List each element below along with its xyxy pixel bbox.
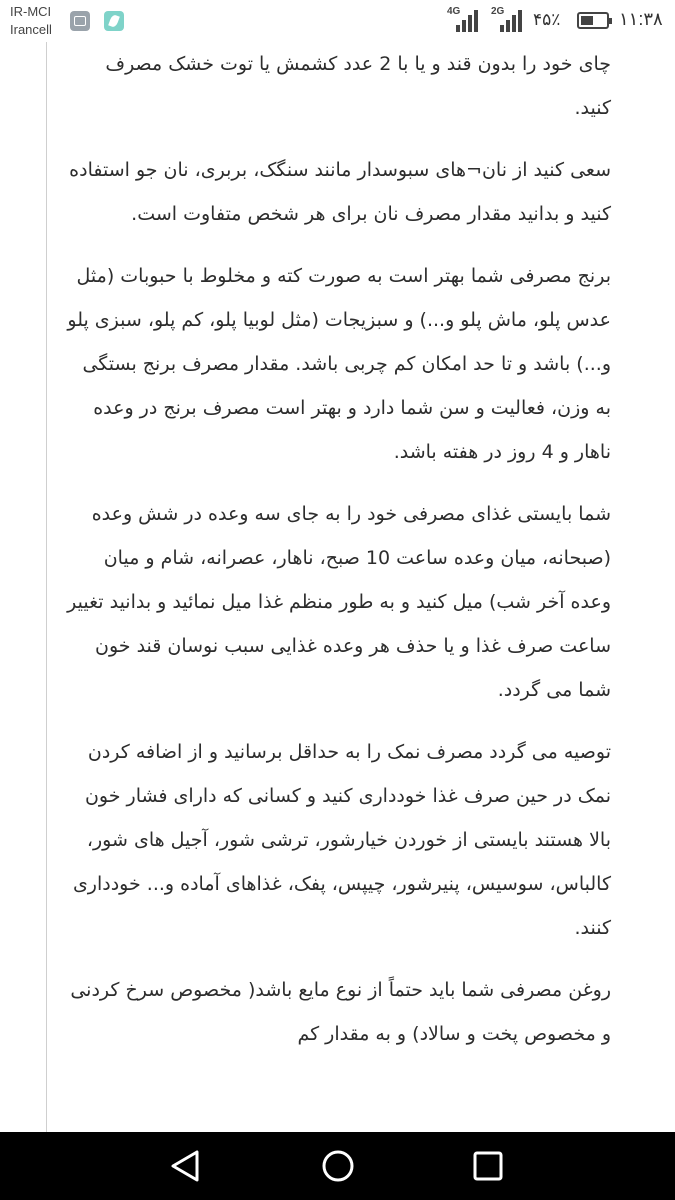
recents-button[interactable]	[468, 1146, 508, 1186]
home-circle-icon	[318, 1146, 358, 1186]
clock: ۱۱:۳۸	[619, 9, 663, 29]
status-bar	[0, 0, 675, 42]
gallery-icon	[70, 11, 90, 31]
battery-icon	[577, 12, 609, 29]
paragraph: سعی کنید از نان¬های سبوسدار مانند سنگک، بربری، نان جو استفاده کنید و بدانید مقدار مصرف نان برای هر شخص متفاوت است.	[69, 159, 611, 225]
home-button[interactable]	[318, 1146, 358, 1186]
signal-icon	[456, 8, 482, 32]
network-type-2: 2G	[491, 6, 505, 17]
paragraph: برنج مصرفی شما بهتر است به صورت کته و مخلوط با حبوبات (مثل عدس پلو، ماش پلو و...) و سبزیجات (مثل لوبیا پلو، کم پلو، سبزی پلو و...) باشد و تا حد امکان کم چربی باشد. مقدار مصرف برنج بستگی به وزن، فعالیت و سن شما دارد و بهتر است مصرف برنج در وعده ناهار و 4 روز در هفته باشد.	[67, 265, 611, 463]
carrier-line-1: IR-MCI	[10, 4, 52, 19]
navigation-bar	[0, 1132, 675, 1200]
back-triangle-icon	[167, 1146, 207, 1186]
paragraph: شما بایستی غذای مصرفی خود را به جای سه وعده در شش وعده (صبحانه، میان وعده ساعت 10 صبح، ناهار، عصرانه، شام و میان وعده آخر شب) میل کنید و به طور منظم غذا میل نمائید و بدانید تغییر ساعت صرف غذا و یا حذف هر وعده غذایی سبب نوسان قند خون شما می گردد.	[67, 503, 611, 701]
back-button[interactable]	[167, 1146, 207, 1186]
paragraph: چای خود را بدون قند و یا با 2 عدد کشمش یا توت خشک مصرف کنید.	[105, 53, 611, 119]
paragraph: توصیه می گردد مصرف نمک را به حداقل برسانید و از اضافه کردن نمک در حین صرف غذا خودداری کنید و کسانی که دارای فشار خون بالا هستند بایستی از خوردن خیارشور، ترشی شور، آجیل های شور، کالباس، سوسیس، پنیرشور، چیپس، پفک، غذاهای آماده و... خودداری کنند.	[72, 741, 611, 939]
carrier-line-2: Irancell	[10, 22, 52, 37]
battery-percent: ۴۵٪	[533, 10, 561, 29]
carrier-name	[10, 3, 52, 39]
paragraph: روغن مصرفی شما باید حتماً از نوع مایع باشد( مخصوص سرخ کردنی و مخصوص پخت و سالاد) و به مقدار کم	[70, 979, 611, 1045]
signal-icon-2	[500, 8, 526, 32]
recents-square-icon	[468, 1146, 508, 1186]
article-body	[46, 42, 615, 1132]
network-type-1: 4G	[447, 6, 461, 17]
leaf-icon	[104, 11, 124, 31]
